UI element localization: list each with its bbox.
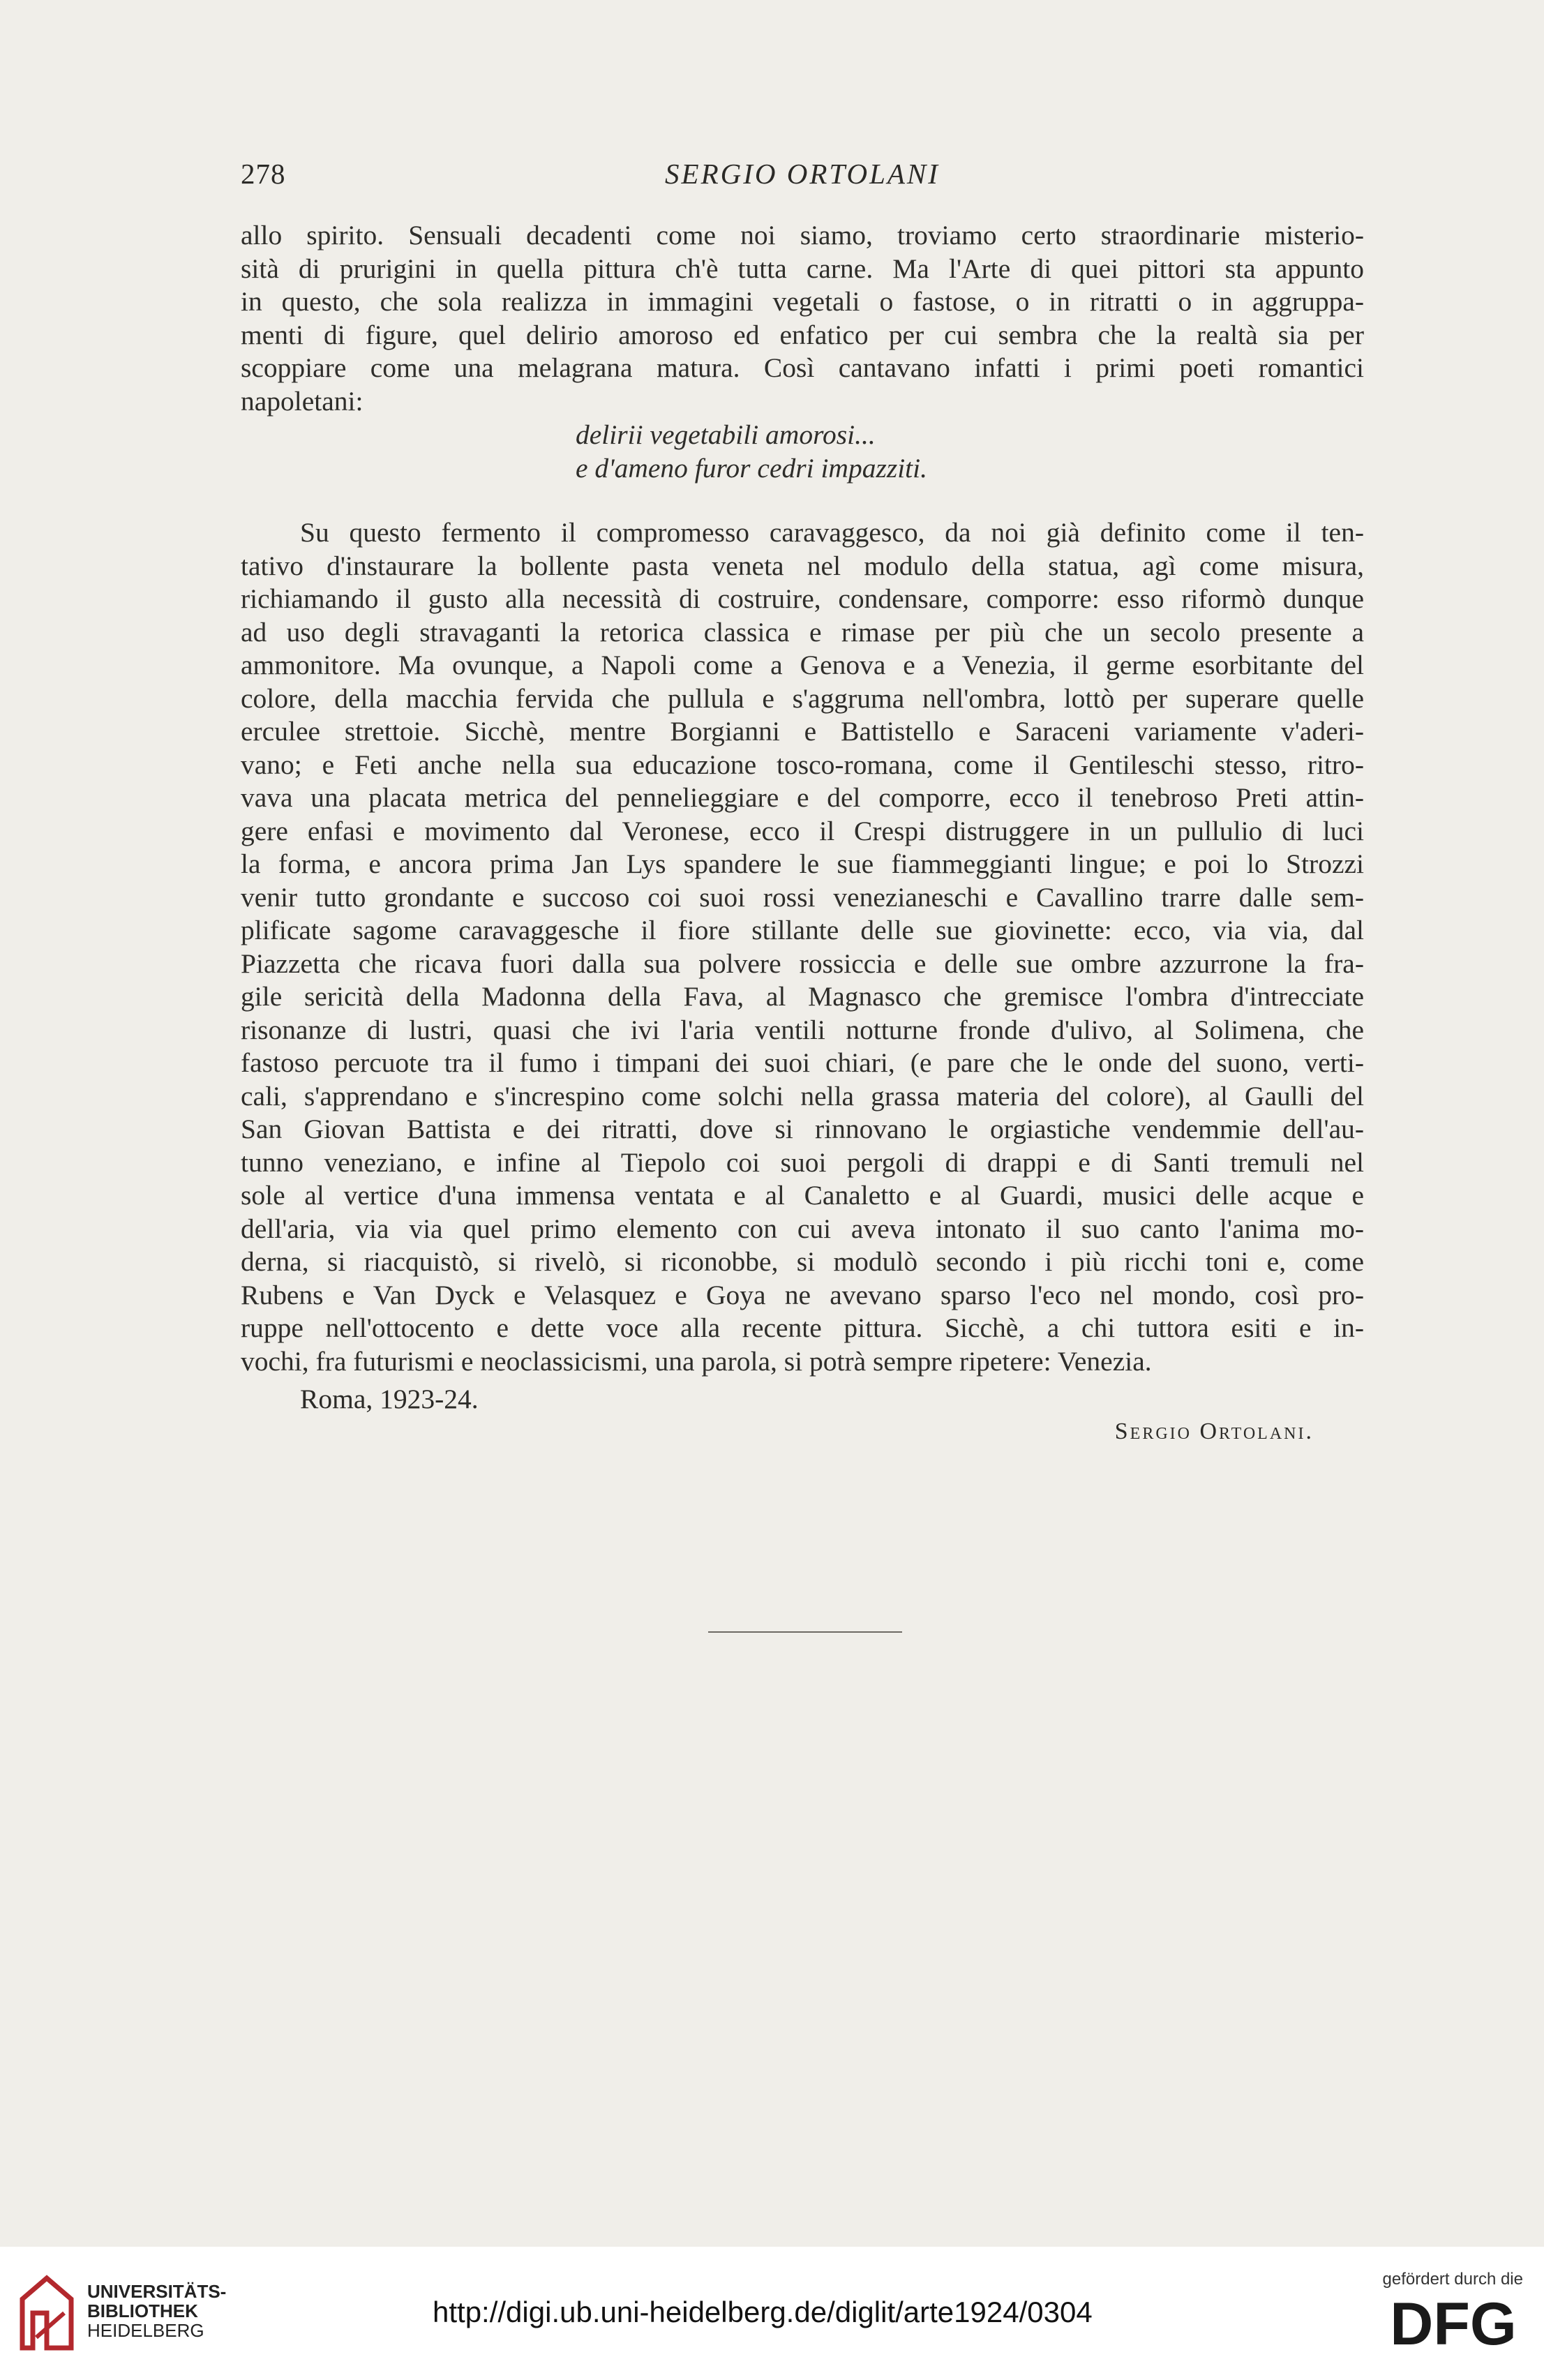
end-rule xyxy=(708,1631,902,1633)
text-line: gere enfasi e movimento dal Veronese, ecco il Crespi distruggere in un pullulio di luci xyxy=(241,815,1364,846)
paragraph-1 xyxy=(241,219,1364,418)
text-line: ruppe nell'ottocento e dette voce alla recente pittura. Sicchè, a chi tuttora esiti e in- xyxy=(241,1312,1364,1343)
text-line: colore, della macchia fervida che pullula e s'aggruma nell'ombra, lottò per superare quelle xyxy=(241,682,1364,714)
text-line: sole al vertice d'una immensa ventata e al Canaletto e al Guardi, musici delle acque e xyxy=(241,1180,1364,1211)
library-logo-icon xyxy=(15,2271,75,2355)
dfg-logo-icon xyxy=(1384,2296,1523,2351)
text-line: scoppiare come una melagrana matura. Così cantavano infatti i primi poeti romantici xyxy=(241,352,1364,383)
text-line: richiamando il gusto alla necessità di costruire, condensare, comporre: esso riformò dunque xyxy=(241,583,1364,614)
source-url-link[interactable]: http://digi.ub.uni-heidelberg.de/diglit/arte1924/0304 xyxy=(433,2296,1093,2328)
text-line: plificate sagome caravaggesche il fiore stillante delle sue giovinette: ecco, via via, dal xyxy=(241,915,1364,945)
text-line: vava una placata metrica del pennelieggiare e del comporre, ecco il tenebroso Preti attin- xyxy=(241,782,1364,813)
dfg-logo-text: DFG xyxy=(1390,2296,1517,2351)
text-line: derna, si riacquistò, si rivelò, si riconobbe, si modulò secondo i più ricchi toni e, come xyxy=(241,1246,1364,1277)
text-line: cali, s'apprendano e s'increspino come solchi nella grassa materia del colore), al Gaulli del xyxy=(241,1080,1364,1112)
text-line: venir tutto grondante e succoso coi suoi rossi venezianeschi e Cavallino trarre dalle sem- xyxy=(241,881,1364,913)
page-header xyxy=(241,157,1364,199)
text-line: erculee strettoie. Sicchè, mentre Borgianni e Battistello e Saraceni variamente v'aderi- xyxy=(241,716,1364,747)
text-line: la forma, e ancora prima Jan Lys spandere le sue fiammeggianti lingue; e poi lo Strozzi xyxy=(241,848,1364,879)
text-line: in questo, che sola realizza in immagini vegetali o fastose, o in ritratti o in aggruppa- xyxy=(241,286,1364,317)
text-line: napoletani: xyxy=(241,385,363,417)
verse-line: delirii vegetabili amorosi... xyxy=(576,419,876,450)
funded-by-label: gefördert durch die xyxy=(1382,2270,1523,2289)
text-line: ammonitore. Ma ovunque, a Napoli come a Genova e a Venezia, il germe esorbitante del xyxy=(241,650,1364,680)
text-line: gile sericità della Madonna della Fava, al Magnasco che gremisce l'ombra d'intrecciate xyxy=(241,981,1364,1012)
library-name-line: UNIVERSITÄTS- xyxy=(87,2281,227,2302)
text-line: Su questo fermento il compromesso caravaggesco, da noi già definito come il ten- xyxy=(300,517,1364,548)
text-line: vochi, fra futurismi e neoclassicismi, una parola, si potrà sempre ripetere: Venezia. xyxy=(241,1345,1152,1377)
text-line: vano; e Feti anche nella sua educazione tosco-romana, come il Gentileschi stesso, ritro- xyxy=(241,749,1364,780)
text-line: menti di figure, quel delirio amoroso ed enfatico per cui sembra che la realtà sia per xyxy=(241,319,1364,350)
paragraph-2 xyxy=(241,516,1364,1378)
text-line: dell'aria, via via quel primo elemento con cui aveva intonato il suo canto l'anima mo- xyxy=(241,1213,1364,1244)
text-line: ad uso degli stravaganti la retorica classica e rimase per più che un secolo presente a xyxy=(241,616,1364,648)
text-line: San Giovan Battista e dei ritratti, dove si rinnovano le orgiastiche vendemmie dell'au- xyxy=(241,1114,1364,1144)
author-signature: Sergio Ortolani. xyxy=(1114,1419,1314,1444)
text-line: allo spirito. Sensuali decadenti come noi siamo, troviamo certo straordinarie misterio- xyxy=(241,220,1364,250)
text-line: tativo d'instaurare la bollente pasta veneta nel modulo della statua, agì come misura, xyxy=(241,550,1364,581)
verse-line: e d'ameno furor cedri impazziti. xyxy=(576,452,927,484)
text-line: tunno veneziano, e infine al Tiepolo coi suoi pergoli di drappi e di Santi tremuli nel xyxy=(241,1146,1364,1178)
date-line: Roma, 1923-24. xyxy=(300,1384,479,1414)
text-line: Rubens e Van Dyck e Velasquez e Goya ne avevano sparso l'eco nel mondo, così pro- xyxy=(241,1279,1364,1310)
library-name-line: HEIDELBERG xyxy=(87,2320,204,2341)
text-line: risonanze di lustri, quasi che ivi l'aria ventili notturne fronde d'ulivo, al Solimena, che xyxy=(241,1014,1364,1045)
library-name xyxy=(87,2282,226,2340)
page-number: 278 xyxy=(241,158,286,190)
verse-quote xyxy=(576,419,927,485)
library-name-line: BIBLIOTHEK xyxy=(87,2300,198,2321)
running-title: SERGIO ORTOLANI xyxy=(665,158,940,190)
text-line: fastoso percuote tra il fumo i timpani dei suoi chiari, (e pare che le onde del suono, verti- xyxy=(241,1047,1364,1078)
text-line: sità di prurigini in quella pittura ch'è tutta carne. Ma l'Arte di quei pittori sta appunto xyxy=(241,253,1364,284)
text-line: Piazzetta che ricava fuori dalla sua polvere rossiccia e delle sue ombre azzurrone la fra- xyxy=(241,948,1364,979)
